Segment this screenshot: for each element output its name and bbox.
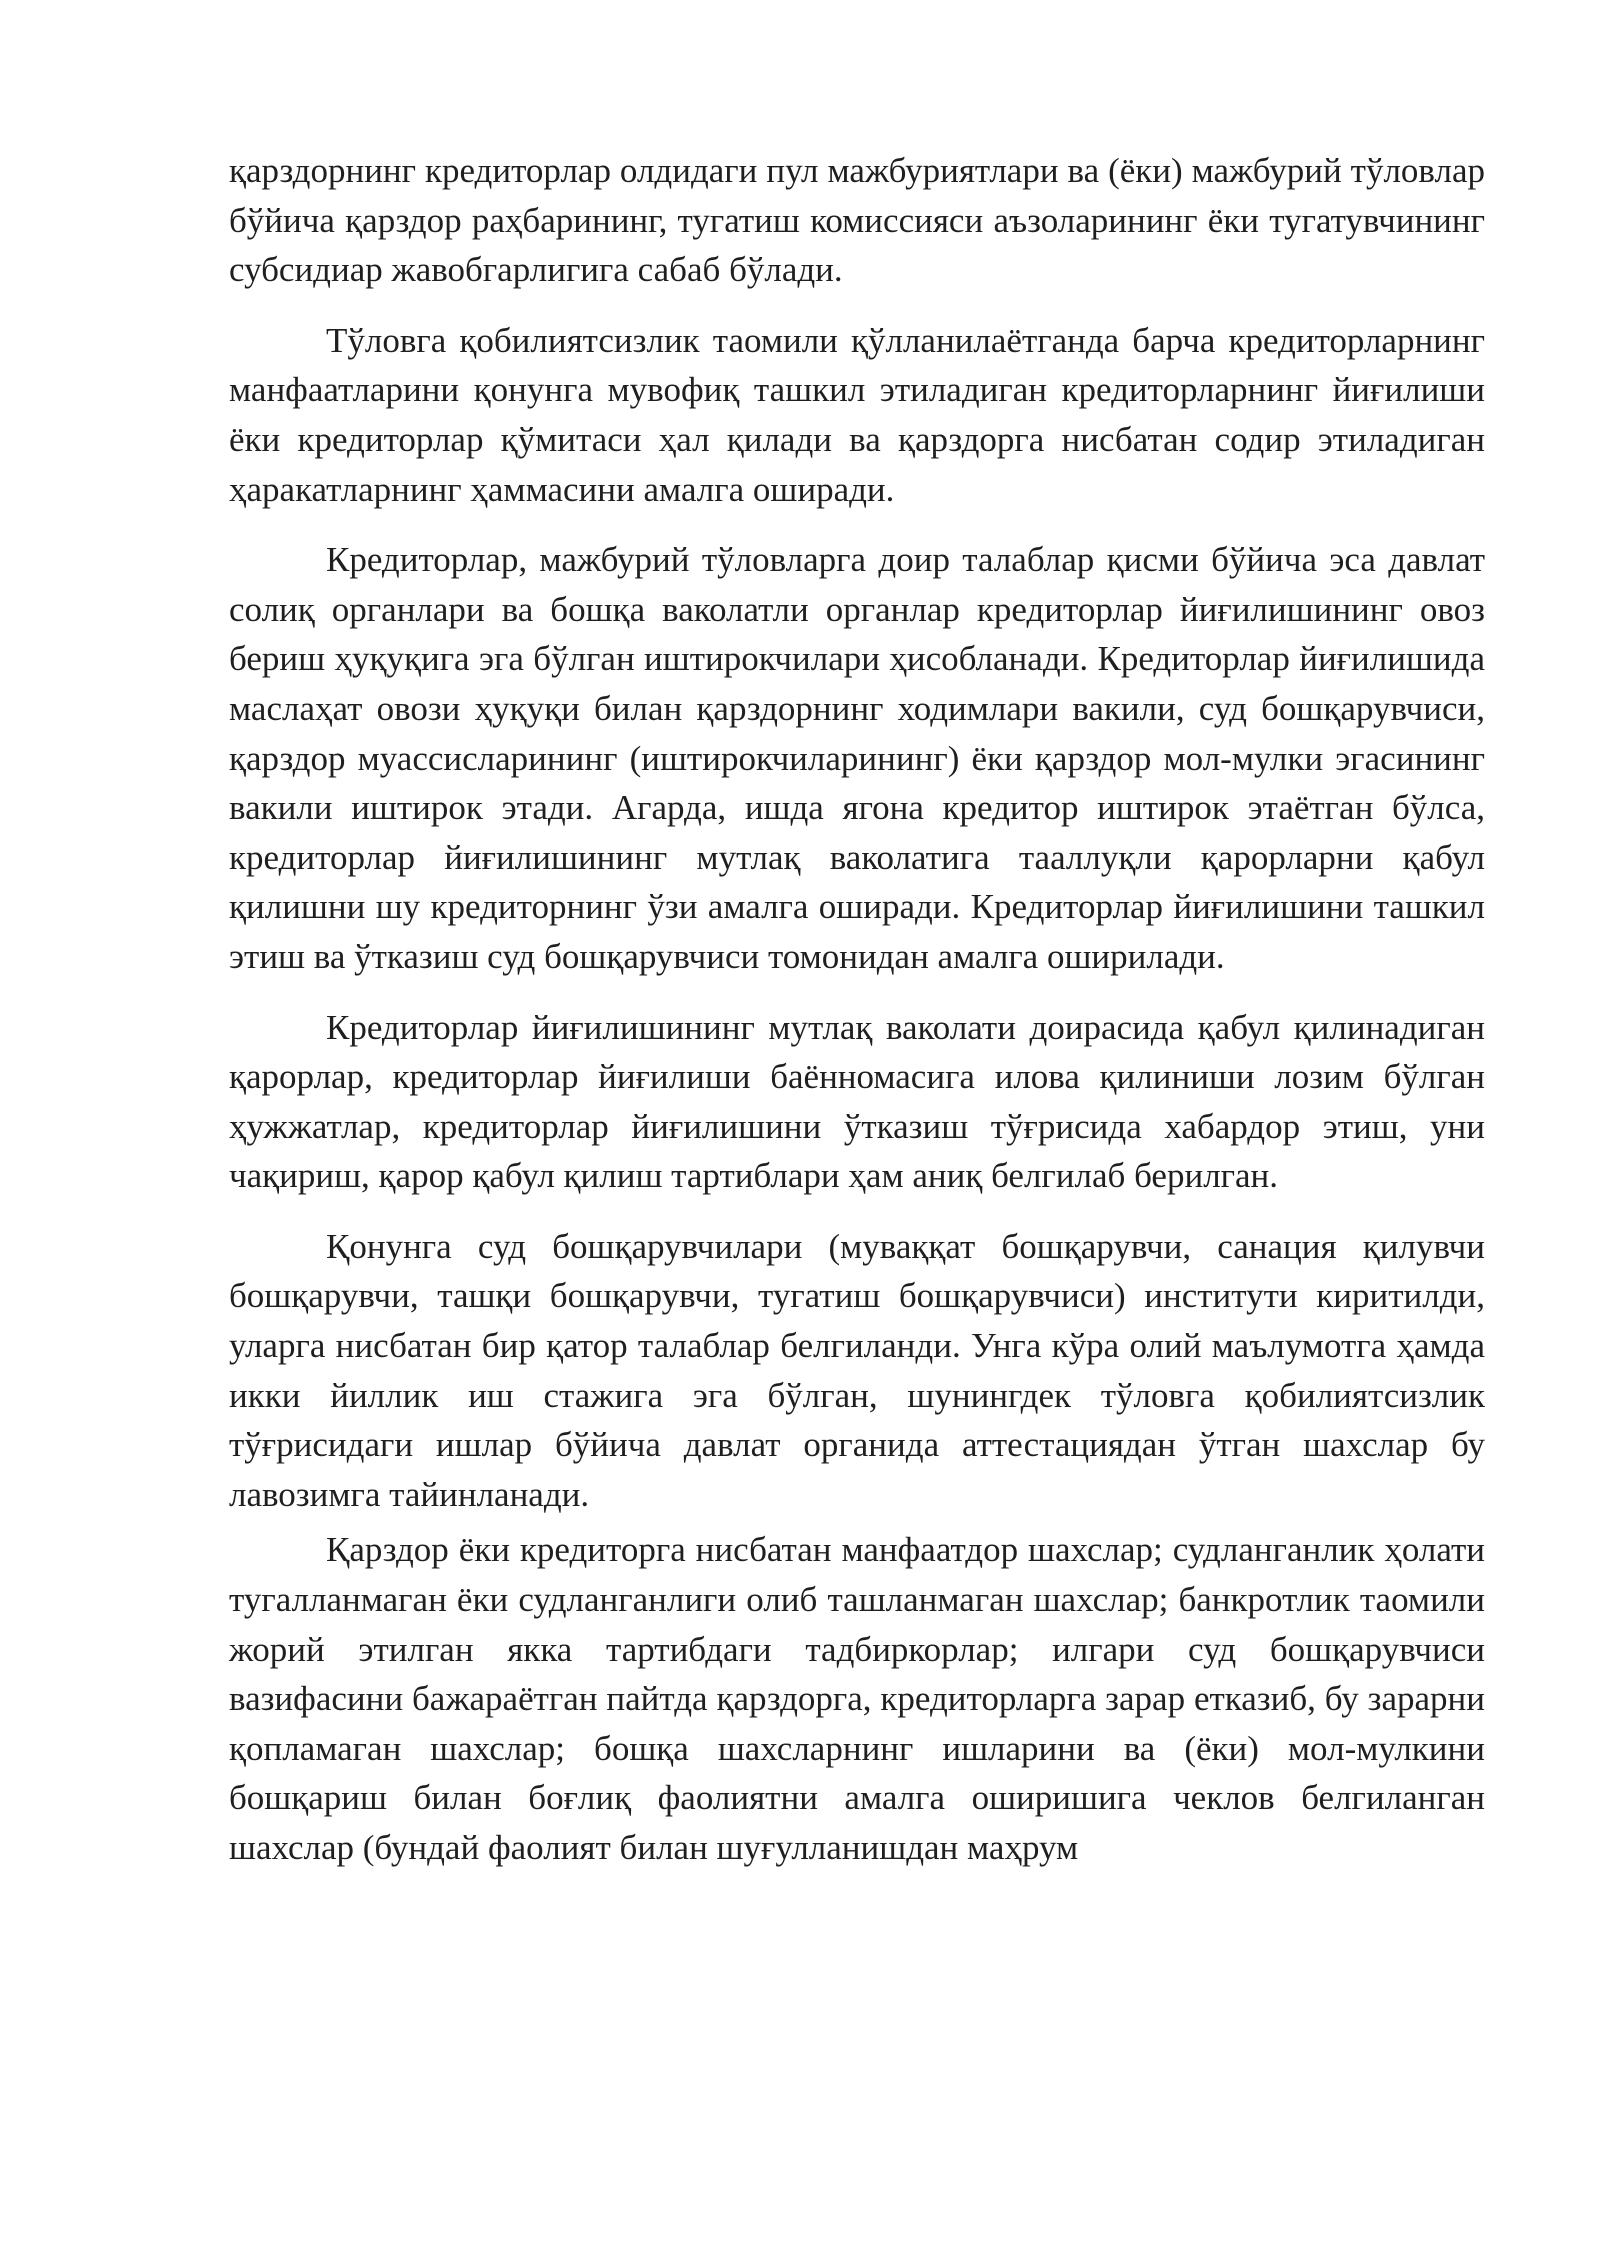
paragraph: Қонунга суд бошқарувчилари (муваққат бошқарувчи, санация қилувчи бошқарувчи, ташқи бошқарувчи, тугатиш бошқарувчиси) институти киритилди, уларга нисбатан бир қатор талаблар белгиланди. Унга кўра олий маълумотга ҳамда икки йиллик иш стажига эга бўлган, шунингдек тўловга қобилиятсизлик тўғрисидаги ишлар бўйича давлат органида аттестациядан ўтган шахслар бу лавозимга тайинланади. [229, 1226, 1485, 1514]
paragraph: Кредиторлар, мажбурий тўловларга доир талаблар қисми бўйича эса давлат солиқ органлари ва бошқа ваколатли органлар кредиторлар йиғилишининг овоз бериш ҳуқуқига эга бўлган иштирокчилари ҳисобланади. Кредиторлар йиғилишида маслаҳат овози ҳуқуқи билан қарздорнинг ходимлари вакили, суд бошқарувчиси, қарздор муассисларининг (иштирокчиларининг) ёки қарздор мол-мулки эгасининг вакили иштирок этади. Агарда, ишда ягона кредитор иштирок этаётган бўлса, кредиторлар йиғилишининг мутлақ ваколатига тааллуқли қарорларни қабул қилишни шу кредиторнинг ўзи амалга оширади. Кредиторлар йиғилишини ташкил этиш ва ўтказиш суд бошқарувчиси томонидан амалга оширилади. [229, 540, 1485, 976]
paragraph: Тўловга қобилиятсизлик таомили қўлланилаётганда барча кредиторларнинг манфаатларини қонунга мувофиқ ташкил этиладиган кредиторларнинг йиғилиши ёки кредиторлар қўмитаси ҳал қилади ва қарздорга нисбатан содир этиладиган ҳаракатларнинг ҳаммасини амалга оширади. [229, 320, 1485, 509]
paragraph-continuation: қарздорнинг кредиторлар олдидаги пул мажбуриятлари ва (ёки) мажбурий тўловлар бўйича қарздор раҳбарининг, тугатиш комиссияси аъзоларининг ёки тугатувчининг субсидиар жавобгарлигига сабаб бўлади. [229, 151, 1485, 290]
paragraph: Кредиторлар йиғилишининг мутлақ ваколати доирасида қабул қилинадиган қарорлар, кредиторлар йиғилиши баённомасига илова қилиниши лозим бўлган ҳужжатлар, кредиторлар йиғилишини ўтказиш тўғрисида хабардор этиш, уни чақириш, қарор қабул қилиш тартиблари ҳам аниқ белгилаб берилган. [229, 1007, 1485, 1196]
document-body [229, 146, 1485, 1873]
paragraph: Қарздор ёки кредиторга нисбатан манфаатдор шахслар; судланганлик ҳолати тугалланмаган ёки судланганлиги олиб ташланмаган шахслар; банкротлик таомили жорий этилган якка тартибдаги тадбиркорлар; илгари суд бошқарувчиси вазифасини бажараётган пайтда қарздорга, кредиторларга зарар етказиб, бу зарарни қопламаган шахслар; бошқа шахсларнинг ишларини ва (ёки) мол-мулкини бошқариш билан боғлиқ фаолиятни амалга оширишига чеклов белгиланган шахслар (бундай фаолият билан шуғулланишдан маҳрум [229, 1530, 1485, 1867]
